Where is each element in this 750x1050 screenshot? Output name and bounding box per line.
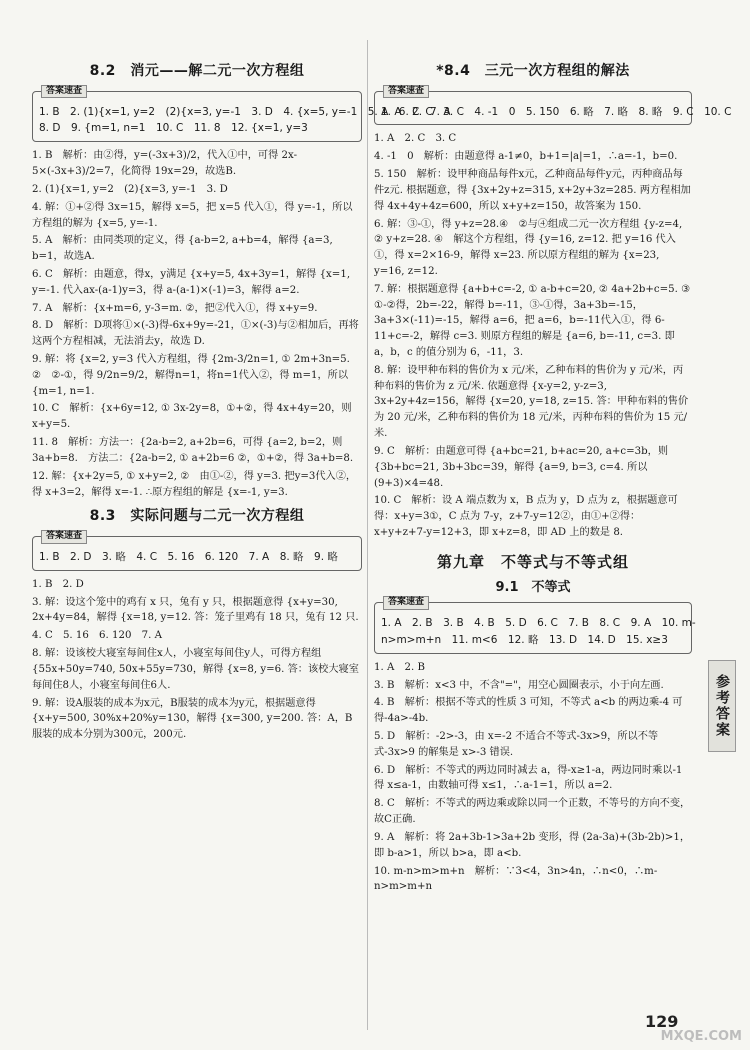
answer-item: 8. 解：设甲种布料的售价为 x 元/米，乙种布料的售价为 y 元/米，丙种布料的售价为 z 元/米. 依题意得 {x-y=2, y-z=3, 3x+2y+4z=156，解得 {x=20, y=18, z=15. 答：甲种布料的售价为 20 元/米，乙种布料的售价为 18 元/米，丙种布料的售价为 15 元/米. (374, 364, 689, 440)
section-title-8-3: 8.3 实际问题与二元一次方程组 (89, 508, 305, 525)
quick-answer-tag: 答案速查 (383, 596, 429, 610)
answer-item: 7. 解：根据题意得 {a+b+c=-2, ① a-b+c=20, ② 4a+2b+c=5. ③ ①-②得，2b=-22，解得 b=-11，③-①得，3a+3b=-15，3a+3×(-11)=-15，解得 a=6，把 a=6，b=-11代入①，得 6-11+c=-2，解得 c=3. 则原方程组的解是 {a=6, b=-11, c=3. 即 a，b，c 的值分别为 6，-11，3. (374, 283, 701, 359)
quick-answer-line: 8. D 9. {m=1, n=1 10. C 11. 8 12. {x=1, y=3 (39, 122, 308, 135)
answer-item: 10. C 解析：{x+6y=12, ① 3x-2y=8，①+②，得 4x+4y=20，则 x+y=5. (32, 403, 352, 431)
answer-item: 6. D 解析：不等式的两边同时减去 a，得-x≥1-a，两边同时乘以-1 得 x≤a-1，由数轴可得 x≤1，∴a-1=1，所以 a=2. (374, 764, 683, 792)
answer-item: 9. C 解析：由题意可得 {a+bc=21, b+ac=20, a+c=3b，则 {3b+bc=21, 3b+3bc=39，解得 {a=9, b=3, c=4. 所以 (9+3)×4=48. (374, 445, 669, 489)
answer-item: 7. A 解析：{x+m=6, y-3=m. ②，把②代入①，得 x+y=9. (32, 302, 318, 314)
quick-answer-line: 1. B 2. D 3. 略 4. C 5. 16 6. 120 7. A 8. 略 9. 略 (39, 551, 338, 564)
answer-item: 4. 解：①+②得 3x=15，解得 x=5，把 x=5 代入①，得 y=-1，所以方程组的解为 {x=5, y=-1. (32, 201, 353, 229)
quick-answer-tag: 答案速查 (383, 85, 429, 99)
section-title-9-1: 9.1 不等式 (495, 580, 571, 596)
answer-item: 1. A 2. C 3. C (374, 133, 457, 145)
quick-answer-tag: 答案速查 (41, 85, 87, 99)
answer-item: 10. C 解析：设 A 端点数为 x，B 点为 y，D 点为 z，根据题意可得：x+y=3①，C 点为 7-y，z+7-y=12②，由①+②得：x+y+z+7-y=12+3，即 x+z=8，即 AD 上的数是 8. (374, 495, 678, 538)
quick-answer-line: 1. A 2. B 3. B 4. B 5. D 6. C 7. B 8. C 9. A 10. m- (381, 617, 696, 630)
answer-item: 2. (1){x=1, y=2 (2){x=3, y=-1 3. D (32, 183, 228, 195)
answer-item: 11. 8 解析：方法一：{2a-b=2, a+2b=6，可得 {a=2, b=2，则 3a+b=8. 方法二：{2a-b=2, ① a+2b=6 ②，①+②，得 3a+b=8. (32, 437, 354, 464)
answer-item: 1. B 解析：由②得，y=(-3x+3)/2，代入①中，可得 2x-5×(-3x+3)/2=7，化简得 19x=29，故选B. (32, 150, 298, 178)
answer-item: 9. A 解析：将 2a+3b-1>3a+2b 变形，得 (2a-3a)+(3b-2b)>1，即 b-a>1，所以 b>a，即 a<b. (374, 831, 691, 859)
page-number: 129 (645, 1012, 679, 1031)
quick-answer-box-9-1 (374, 597, 696, 654)
answer-item: 1. B 2. D (32, 578, 84, 590)
answer-item: 8. 解：设该校大寝室每间住x人，小寝室每间住y人，可得方程组 {55x+50y=740, 50x+55y=730，解得 {x=8, y=6. 答：该校大寝室每间住8人，小寝室每间住6人. (32, 648, 359, 691)
answer-item: 9. 解：设A服装的成本为x元，B服装的成本为y元，根据题意得 {x+y=500, 30%x+20%y=130，解得 {x=300, y=200. 答：A，B服装的成本分别为300元，200元. (32, 697, 353, 741)
answer-item: 9. 解：将 {x=2, y=3 代入方程组，得 {2m-3/2n=1, ① 2m+3n=5. ② ②-①，得 9/2n=9/2，解得n=1，将n=1代入②，得 m=1，所以 {m=1, n=1. (32, 354, 350, 397)
quick-answer-line: n>m>m+n 11. m<6 12. 略 13. D 14. D 15. x≥3 (381, 633, 668, 646)
section-title-8-2: 8.2 消元——解二元一次方程组 (89, 63, 305, 79)
answer-item: 12. 解：{x+2y=5, ① x+y=2, ② 由①-②，得 y=3. 把y=3代入②，得 x+3=2，解得 x=-1. ∴原方程组的解是 {x=-1, y=3. (32, 470, 357, 498)
answer-item: 4. C 5. 16 6. 120 7. A (32, 630, 162, 642)
answer-item: 4. B 解析：根据不等式的性质 3 可知，不等式 a<b 的两边乘-4 可得-4a>-4b. (374, 697, 683, 725)
quick-answer-tag: 答案速查 (41, 530, 87, 544)
quick-answer-line: 1. A 2. C 3. C 4. -1 0 5. 150 6. 略 7. 略 8. 略 9. C 10. C (381, 105, 732, 118)
reference-answers-tab: 参考答案 (708, 660, 736, 752)
answer-item: 5. D 解析：-2>-3，由 x=-2 不适合不等式-3x>9，所以不等式-3x>9 的解集是 x>-3 错误. (374, 731, 659, 758)
answer-item: 3. B 解析：x<3 中，不含"="，用空心圆圈表示，小于向左画. (374, 679, 664, 691)
quick-answer-box-8-4 (374, 85, 732, 126)
quick-answer-box-8-3 (32, 531, 362, 571)
section-title-8-4: *8.4 三元一次方程组的解法 (436, 63, 630, 79)
answer-item: 6. C 解析：由题意，得x，y满足 {x+y=5, 4x+3y=1，解得 {x=1, y=-1. 代入ax-(a-1)y=3，得 a-(a-1)×(-1)=3，解得 a=2. (32, 268, 351, 296)
answer-item: 4. -1 0 解析：由题意得 a-1≠0，b+1=|a|=1，∴a=-1，b=0. (374, 151, 678, 163)
chapter-title-9: 第九章 不等式与不等式组 (436, 552, 629, 571)
answer-item: 5. A 解析：由同类项的定义，得 {a-b=2, a+b=4，解得 {a=3, b=1，故选A. (32, 235, 333, 263)
answer-item: 8. D 解析：D项将①×(-3)得-6x+9y=-21，①×(-3)与②相加后，再将这两个方程相减，无法消去y，故选 D. (32, 320, 359, 348)
column-divider (367, 40, 368, 1030)
answer-item: 1. A 2. B (374, 661, 425, 673)
answer-item: 8. C 解析：不等式的两边乘或除以同一个正数，不等号的方向不变，故C正确. (374, 798, 691, 826)
watermark: MXQE.COM (660, 1029, 742, 1044)
quick-answer-line: 1. B 2. (1){x=1, y=2 (2){x=3, y=-1 3. D 4. {x=5, y=-1 5. A 6. C 7. A (39, 105, 451, 118)
answer-item: 3. 解：设这个笼中的鸡有 x 只，兔有 y 只，根据题意得 {x+y=30, 2x+4y=84，解得 {x=18, y=12. 答：笼子里鸡有 18 只，兔有 12 只. (32, 596, 359, 624)
answer-item: 5. 150 解析：设甲种商品每件x元，乙种商品每件y元，丙种商品每件z元. 根据题意，得 {3x+2y+z=315, x+2y+3z=285. 两方程相加得 4x+4y+4z=600，所以 x+y+z=150，故答案为 150. (374, 169, 691, 212)
answer-item: 10. m-n>m>m+n 解析：∵3<4，3n>4n，∴n<0，∴m-n>m>m+n (374, 865, 658, 893)
answer-item: 6. 解：③-①，得 y+z=28.④ ②与④组成二元一次方程组 {y-z=4, ② y+z=28. ④ 解这个方程组，得 {y=16, z=12. 把 y=16 代入①，得 x=2×16-9，解得 x=23. 所以原方程组的解为 {x=23, y=16, z=12. (374, 218, 683, 277)
